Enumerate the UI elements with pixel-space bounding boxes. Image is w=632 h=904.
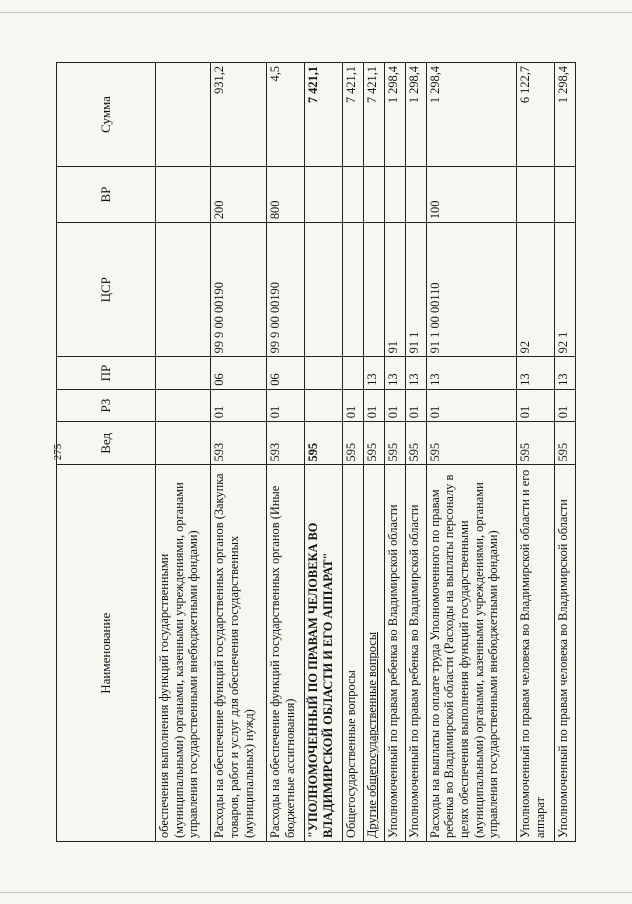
cell-name: Расходы на обеспечение функций государственных органов (Закупка товаров, работ и услуг для обеспечения государственных (муниципальных) нужд) xyxy=(211,465,266,842)
cell-name: Уполномоченный по правам ребенка во Владимирской области xyxy=(385,465,406,842)
cell-pr: 06 xyxy=(211,357,266,389)
cell-csr: 91 1 xyxy=(405,223,426,357)
cell-pr xyxy=(343,357,364,389)
cell-pr: 13 xyxy=(385,357,406,389)
cell-sum: 1 298,4 xyxy=(426,63,516,167)
cell-pr xyxy=(156,357,211,389)
cell-csr xyxy=(364,223,385,357)
budget-table xyxy=(56,62,576,842)
cell-pr: 13 xyxy=(426,357,516,389)
cell-sum: 4,5 xyxy=(266,63,304,167)
table-row xyxy=(516,63,554,842)
cell-rz xyxy=(156,389,211,421)
cell-name: Уполномоченный по правам человека во Владимирской области и его аппарат xyxy=(516,465,554,842)
table-header-row xyxy=(57,63,156,842)
cell-rz xyxy=(305,389,343,421)
cell-rz: 01 xyxy=(405,389,426,421)
cell-sum: 7 421,1 xyxy=(364,63,385,167)
header-ved: Вед xyxy=(57,422,156,465)
cell-csr: 92 1 xyxy=(555,223,576,357)
cell-csr xyxy=(343,223,364,357)
cell-rz: 01 xyxy=(385,389,406,421)
scan-edge-line xyxy=(0,892,632,893)
cell-csr xyxy=(156,223,211,357)
cell-name: Уполномоченный по правам человека во Владимирской области xyxy=(555,465,576,842)
cell-ved: 593 xyxy=(266,422,304,465)
cell-vr xyxy=(364,166,385,222)
cell-sum xyxy=(156,63,211,167)
cell-name: Расходы на выплаты по оплате труда Уполномоченного по правам ребенка во Владимирской области (Расходы на выплаты персоналу в целях обеспечения выполнения функций государственными (муниципальными) органами, казенными учреждениями, органами управления государственными внебюджетными фондами) xyxy=(426,465,516,842)
cell-rz: 01 xyxy=(516,389,554,421)
header-pr: ПР xyxy=(57,357,156,389)
cell-ved: 595 xyxy=(555,422,576,465)
cell-name: "УПОЛНОМОЧЕННЫЙ ПО ПРАВАМ ЧЕЛОВЕКА ВО ВЛАДИМИРСКОЙ ОБЛАСТИ И ЕГО АППАРАТ" xyxy=(305,465,343,842)
cell-name: Расходы на обеспечение функций государственных органов (Иные бюджетные ассигнования) xyxy=(266,465,304,842)
cell-rz: 01 xyxy=(343,389,364,421)
cell-pr: 13 xyxy=(405,357,426,389)
cell-name: Другие общегосударственные вопросы xyxy=(364,465,385,842)
cell-ved: 595 xyxy=(385,422,406,465)
cell-csr: 99 9 00 00190 xyxy=(211,223,266,357)
table-row xyxy=(156,63,211,842)
header-csr: ЦСР xyxy=(57,223,156,357)
cell-ved: 595 xyxy=(426,422,516,465)
cell-vr xyxy=(305,166,343,222)
cell-pr: 13 xyxy=(555,357,576,389)
cell-rz: 01 xyxy=(211,389,266,421)
cell-ved xyxy=(156,422,211,465)
cell-name: обеспечения выполнения функций государственными (муниципальными) органами, казенными учреждениями, органами управления государственными внебюджетными фондами) xyxy=(156,465,211,842)
cell-csr: 99 9 00 00190 xyxy=(266,223,304,357)
cell-ved: 595 xyxy=(516,422,554,465)
cell-pr: 13 xyxy=(364,357,385,389)
header-name: Наименование xyxy=(57,465,156,842)
cell-sum: 1 298,4 xyxy=(405,63,426,167)
cell-rz: 01 xyxy=(426,389,516,421)
table-row xyxy=(211,63,266,842)
cell-vr xyxy=(555,166,576,222)
cell-rz: 01 xyxy=(364,389,385,421)
cell-vr xyxy=(385,166,406,222)
cell-vr xyxy=(343,166,364,222)
cell-vr xyxy=(156,166,211,222)
cell-ved: 595 xyxy=(343,422,364,465)
table-row xyxy=(555,63,576,842)
table-row xyxy=(364,63,385,842)
cell-csr: 92 xyxy=(516,223,554,357)
cell-csr: 91 xyxy=(385,223,406,357)
header-sum: Сумма xyxy=(57,63,156,167)
header-rz: РЗ xyxy=(57,389,156,421)
cell-sum: 7 421,1 xyxy=(343,63,364,167)
budget-table-rotated xyxy=(56,62,576,842)
table-row xyxy=(343,63,364,842)
cell-ved: 595 xyxy=(305,422,343,465)
cell-rz: 01 xyxy=(555,389,576,421)
cell-csr: 91 1 00 00110 xyxy=(426,223,516,357)
cell-vr xyxy=(405,166,426,222)
table-row xyxy=(385,63,406,842)
cell-vr: 200 xyxy=(211,166,266,222)
cell-pr xyxy=(305,357,343,389)
cell-sum: 1 298,4 xyxy=(385,63,406,167)
cell-sum: 6 122,7 xyxy=(516,63,554,167)
table-row xyxy=(426,63,516,842)
header-vr: ВР xyxy=(57,166,156,222)
cell-sum: 931,2 xyxy=(211,63,266,167)
scan-edge-line xyxy=(0,12,632,13)
cell-vr: 800 xyxy=(266,166,304,222)
cell-sum: 7 421,1 xyxy=(305,63,343,167)
cell-ved: 595 xyxy=(364,422,385,465)
cell-name: Общегосударственные вопросы xyxy=(343,465,364,842)
cell-vr: 100 xyxy=(426,166,516,222)
cell-pr: 06 xyxy=(266,357,304,389)
cell-ved: 595 xyxy=(405,422,426,465)
cell-name: Уполномоченный по правам ребенка во Владимирской области xyxy=(405,465,426,842)
table-row xyxy=(266,63,304,842)
page-number: 275 xyxy=(52,443,64,461)
cell-rz: 01 xyxy=(266,389,304,421)
cell-vr xyxy=(516,166,554,222)
cell-sum: 1 298,4 xyxy=(555,63,576,167)
table-row xyxy=(305,63,343,842)
cell-csr xyxy=(305,223,343,357)
cell-pr: 13 xyxy=(516,357,554,389)
table-row xyxy=(405,63,426,842)
cell-ved: 593 xyxy=(211,422,266,465)
